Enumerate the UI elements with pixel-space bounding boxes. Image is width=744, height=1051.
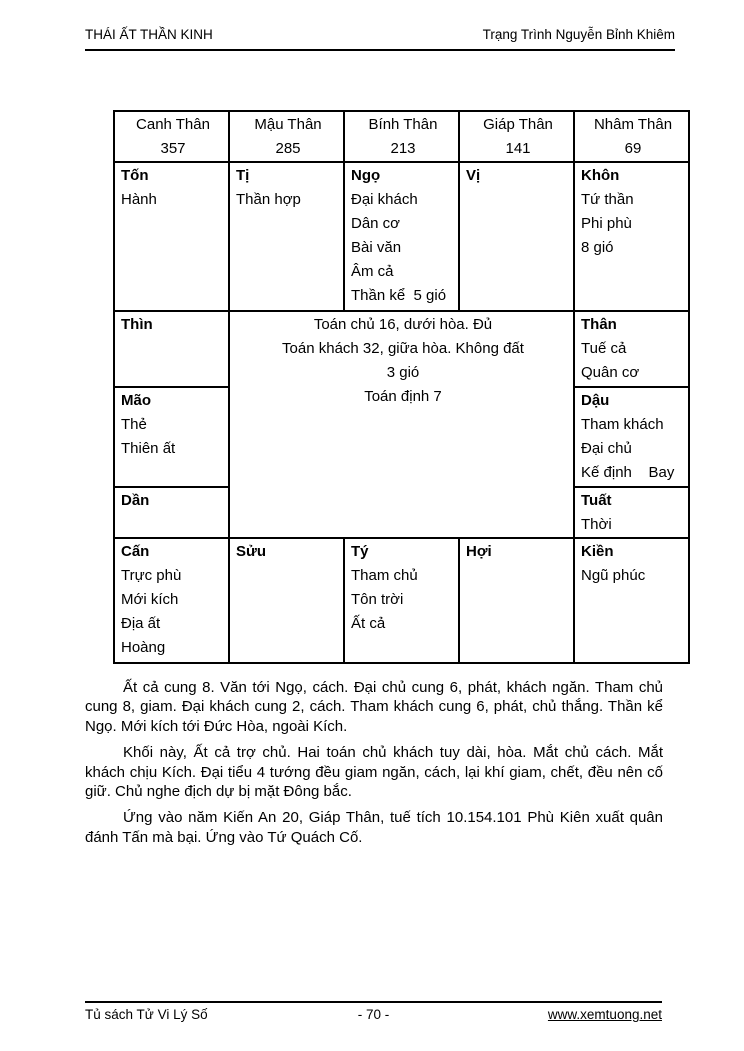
cell-center-summary	[229, 311, 574, 538]
cell-line: Tham chủ	[351, 567, 418, 584]
year-number: 285	[275, 140, 301, 157]
cell-title: Cấn	[121, 543, 150, 560]
taiat-chart-table	[113, 110, 690, 664]
cell-title: Mão	[121, 392, 151, 409]
year-number: 357	[160, 140, 186, 157]
cell-title: Tý	[351, 543, 369, 560]
cell-title: Ngọ	[351, 167, 381, 184]
cell-ngo	[344, 162, 459, 311]
footer-website	[431, 1007, 662, 1022]
year-name: Bính Thân	[368, 116, 438, 133]
center-line: Toán định 7	[364, 388, 442, 405]
body-paragraph: Ứng vào năm Kiến An 20, Giáp Thân, tuế tích 10.154.101 Phù Kiên xuất quân đánh Tấn mà bại. Ứng vào Tứ Quách Cố.	[85, 809, 663, 846]
year-name: Canh Thân	[136, 116, 210, 133]
cell-title: Tuất	[581, 492, 612, 509]
cell-title: Tốn	[121, 167, 149, 184]
doc-author: Trạng Trình Nguyễn Bỉnh Khiêm	[482, 27, 675, 42]
cell-giap-than	[459, 111, 574, 162]
cell-binh-than	[344, 111, 459, 162]
cell-canh-than	[114, 111, 229, 162]
center-line: Toán khách 32, giữa hòa. Không đất	[282, 340, 524, 357]
year-name: Mậu Thân	[254, 116, 322, 133]
cell-title: Hợi	[466, 543, 492, 560]
cell-title: Tị	[236, 167, 250, 184]
body-text	[85, 678, 663, 854]
cell-title: Vị	[466, 167, 481, 184]
branch-row	[114, 162, 689, 311]
center-line: 3 gió	[386, 364, 420, 381]
cell-line: Hành	[121, 191, 157, 208]
footer-series-title: Tủ sách Tử Vi Lý Số	[85, 1007, 208, 1022]
cell-line: Kế định Bay	[581, 464, 675, 481]
page-header	[85, 27, 675, 51]
bottom-row	[114, 538, 689, 663]
year-number: 213	[390, 140, 416, 157]
cell-line: Âm cả	[351, 263, 394, 280]
cell-ton	[114, 162, 229, 311]
cell-kien	[574, 538, 689, 663]
cell-ty	[344, 538, 459, 663]
cell-line: Dân cơ	[351, 215, 401, 232]
cell-nham-than	[574, 111, 689, 162]
cell-title: Thìn	[121, 316, 153, 333]
cell-line: Tứ thần	[581, 191, 634, 208]
cell-line: Thiên ất	[121, 440, 176, 457]
year-name: Giáp Thân	[483, 116, 553, 133]
footer-page-number: - 70 -	[357, 1007, 390, 1022]
cell-mau-than	[229, 111, 344, 162]
cell-line: Phi phù	[581, 215, 632, 232]
cell-line: Ngũ phúc	[581, 567, 646, 584]
middle-row-1	[114, 311, 689, 387]
cell-ti	[229, 162, 344, 311]
page-footer	[85, 1001, 662, 1022]
year-row	[114, 111, 689, 162]
cell-line: Địa ất	[121, 615, 161, 632]
cell-title: Dần	[121, 492, 150, 509]
cell-line: Trực phù	[121, 567, 182, 584]
cell-than	[574, 311, 689, 387]
cell-line: Bài văn	[351, 239, 402, 256]
cell-khon	[574, 162, 689, 311]
cell-line: Tuế cả	[581, 340, 627, 357]
cell-line: Thời	[581, 516, 612, 533]
website-link[interactable]: www.xemtuong.net	[547, 1007, 662, 1022]
cell-title: Dậu	[581, 392, 610, 409]
cell-line: Hoàng	[121, 639, 166, 656]
year-number: 141	[505, 140, 531, 157]
cell-line: Ất cả	[351, 615, 386, 632]
cell-mao	[114, 387, 229, 487]
cell-line: Quân cơ	[581, 364, 640, 381]
cell-line: Tham khách	[581, 416, 664, 433]
cell-title: Thân	[581, 316, 617, 333]
cell-line: Tôn trời	[351, 591, 404, 608]
cell-title: Sửu	[236, 543, 267, 560]
year-name: Nhâm Thân	[593, 116, 673, 133]
cell-hoi	[459, 538, 574, 663]
cell-line: Thẻ	[121, 416, 147, 433]
center-line: Toán chủ 16, dưới hòa. Đủ	[313, 316, 493, 333]
cell-title: Khôn	[581, 167, 620, 184]
cell-suu	[229, 538, 344, 663]
body-paragraph: Khối này, Ất cả trợ chủ. Hai toán chủ khách tuy dài, hòa. Mắt chủ cách. Mắt khách chịu Kích. Đại tiểu 4 tướng đều giam ngăn, cách, lại khí giam, chết, đều nên cố giữ. Chủ nghe địch dự bị mặt Đông bắc.	[85, 744, 663, 801]
cell-line: 8 gió	[581, 239, 614, 256]
cell-can	[114, 538, 229, 663]
cell-line: Thần hợp	[236, 191, 301, 208]
cell-title: Kiền	[581, 543, 614, 560]
cell-line: Mới kích	[121, 591, 179, 608]
cell-dau	[574, 387, 689, 487]
cell-dan	[114, 487, 229, 538]
cell-tuat	[574, 487, 689, 538]
body-paragraph: Ất cả cung 8. Văn tới Ngọ, cách. Đại chủ cung 6, phát, khách ngăn. Tham chủ cung 8, giam. Đại khách cung 2, cách. Tham khách cung 6, phát, chủ thắng. Thần kể Ngọ. Mới kích tới Đức Hòa, ngoài Kích.	[85, 679, 663, 735]
cell-line: Đại khách	[351, 191, 418, 208]
cell-thin	[114, 311, 229, 387]
cell-line: Thần kể 5 gió	[351, 287, 447, 304]
doc-title: THÁI ẤT THẦN KINH	[85, 27, 213, 42]
year-number: 69	[624, 140, 642, 157]
cell-line: Đại chủ	[581, 440, 632, 457]
cell-vi	[459, 162, 574, 311]
